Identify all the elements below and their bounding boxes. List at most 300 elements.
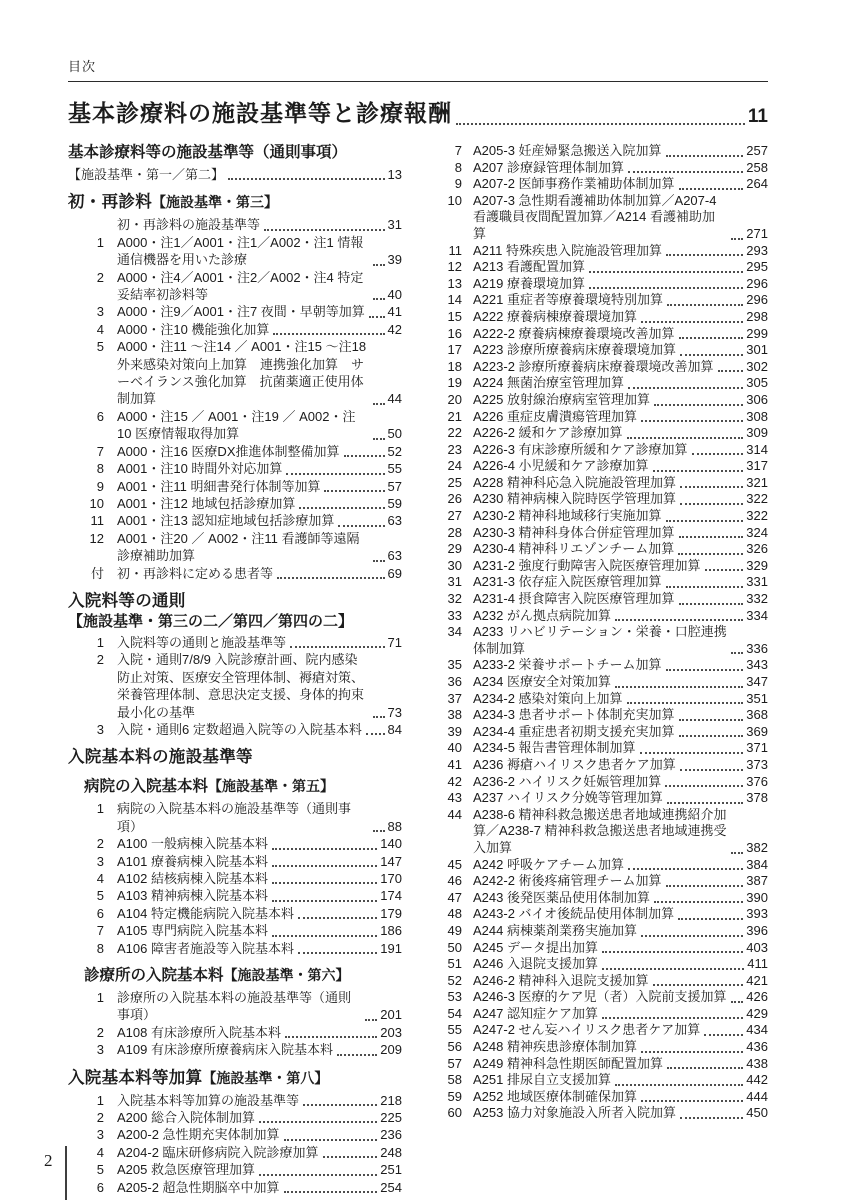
section-basis-label: 【施設基準・第三の二／第四／第四の二】: [68, 612, 354, 630]
entry-page-number: 271: [746, 225, 768, 241]
document-title: 基本診療料の施設基準等と診療報酬: [68, 100, 452, 126]
toc-entry: [446, 1039, 768, 1056]
toc-entry: [446, 1089, 768, 1106]
dot-leader: [615, 619, 743, 621]
entry-number: 7: [96, 443, 104, 459]
dot-leader: [272, 935, 377, 937]
entry-number: 22: [447, 425, 462, 441]
entry-page-number: 295: [746, 259, 768, 275]
entry-title: 病院の入院基本料の施設基準等（通則事項）: [117, 801, 352, 834]
entry-number: 39: [447, 723, 462, 739]
toc-column-left: [68, 143, 402, 1196]
toc-columns: [68, 143, 768, 1196]
entry-number: 5: [96, 888, 104, 904]
entry-number: 9: [96, 478, 104, 494]
entry-page-number: 225: [380, 1110, 402, 1126]
entry-number: 59: [447, 1088, 462, 1104]
entry-title: A233 リハビリテーション・栄養・口腔連携体制加算: [473, 624, 727, 656]
entry-title: A000・注11 ～注14 ／ A001・注15 ～注18 外来感染対策向上加算 連携強化加算 サーベイランス強化加算 抗菌薬適正使用体制加算: [117, 339, 367, 407]
entry-number: 15: [447, 308, 462, 324]
entry-title: A234 医療安全対策加算: [473, 674, 611, 689]
toc-entry: [446, 143, 768, 160]
entry-number: 53: [447, 989, 462, 1005]
toc-entry: [446, 409, 768, 426]
entry-title: A236-2 ハイリスク妊娠管理加算: [473, 773, 662, 789]
toc-entry: [446, 193, 768, 243]
entry-title: A234-3 患者サポート体制充実加算: [473, 707, 675, 723]
entry-title: A230-3 精神科身体合併症管理加算: [473, 524, 675, 540]
entry-number: 11: [90, 513, 104, 529]
entry-page-number: 434: [746, 1022, 768, 1038]
dot-leader: [338, 525, 384, 527]
entry-title: A237 ハイリスク分娩等管理加算: [473, 790, 663, 806]
entry-number: 34: [447, 624, 462, 640]
entry-page-number: 296: [746, 292, 768, 308]
entry-number: 49: [447, 922, 462, 938]
entry-number: 4: [96, 321, 104, 337]
entry-page-number: 429: [746, 1005, 768, 1021]
entry-title: 入院基本料等加算の施設基準等: [117, 1092, 300, 1108]
entry-page-number: 39: [387, 252, 402, 268]
entry-title: A223 診療所療養病床療養環境加算: [473, 342, 676, 358]
toc-entry: [68, 512, 402, 529]
dot-leader: [641, 1051, 743, 1053]
entry-page-number: 317: [746, 458, 768, 474]
entry-title: A101 療養病棟入院基本料: [117, 853, 268, 869]
entry-title: A200 総合入院体制加算: [117, 1110, 255, 1126]
dot-leader: [680, 354, 743, 356]
title-dot-leader: [456, 123, 745, 125]
toc-entry: [446, 740, 768, 757]
toc-entry: [446, 475, 768, 492]
entry-number: 51: [447, 956, 462, 972]
toc-entry: [446, 624, 768, 657]
dot-leader: [615, 686, 743, 688]
entry-title: A234-2 感染対策向上加算: [473, 690, 623, 706]
toc-entry: [446, 525, 768, 542]
entry-page-number: 442: [746, 1072, 768, 1088]
toc-entry: [446, 541, 768, 558]
dot-leader: [640, 752, 744, 754]
entry-title: A200-2 急性期充実体制加算: [117, 1127, 280, 1143]
dot-leader: [298, 952, 377, 954]
entry-number: 8: [96, 461, 104, 477]
entry-title: A001・注11 明細書発行体制等加算: [117, 478, 321, 494]
toc-entry: [446, 807, 768, 857]
entry-page-number: 63: [387, 513, 402, 529]
toc-entry: [68, 835, 402, 852]
dot-leader: [284, 1191, 378, 1193]
entry-title: A000・注10 機能強化加算: [117, 321, 270, 337]
entry-page-number: 59: [387, 495, 402, 511]
toc-entry: [446, 558, 768, 575]
entry-page-number: 450: [746, 1105, 768, 1121]
entry-page-number: 343: [746, 657, 768, 673]
dot-leader: [666, 155, 744, 157]
dot-leader: [680, 769, 744, 771]
dot-leader: [731, 652, 743, 654]
entry-number: 2: [96, 1024, 104, 1040]
entry-page-number: 140: [380, 836, 402, 852]
toc-entry: [446, 243, 768, 260]
entry-page-number: 209: [380, 1042, 402, 1058]
entry-title: A104 特定機能病院入院基本料: [117, 905, 294, 921]
toc-entry: [446, 326, 768, 343]
entry-number: 20: [447, 391, 462, 407]
entry-number: 1: [96, 1092, 104, 1108]
dot-leader: [679, 188, 744, 190]
entry-number: 6: [96, 1179, 104, 1195]
entry-number: 32: [447, 591, 462, 607]
toc-entry: [446, 691, 768, 708]
entry-title: A249 精神科急性期医師配置加算: [473, 1055, 663, 1071]
dot-leader: [641, 420, 743, 422]
entry-number: 37: [447, 690, 462, 706]
entry-title: A207-3 急性期看護補助体制加算／A207-4 看護職員夜間配置加算／A214 看護補助加算: [473, 192, 717, 241]
toc-section-heading: [68, 776, 402, 797]
entry-page-number: 396: [746, 922, 768, 938]
toc-entry: [68, 478, 402, 495]
toc-entry: [446, 956, 768, 973]
entry-number: 2: [96, 269, 104, 285]
entry-title: A226 重症皮膚潰瘍管理加算: [473, 408, 637, 424]
toc-entry: [68, 721, 402, 738]
dot-leader: [290, 646, 385, 648]
dot-leader: [273, 333, 384, 335]
dot-leader: [628, 171, 743, 173]
entry-number: 3: [96, 304, 104, 320]
toc-entry: [446, 707, 768, 724]
entry-number: 45: [447, 856, 462, 872]
toc-section-heading: [68, 965, 402, 986]
entry-page-number: 44: [387, 391, 402, 407]
dot-leader: [277, 577, 385, 579]
entry-number: 11: [448, 242, 462, 258]
entry-title: A230 精神病棟入院時医学管理加算: [473, 491, 676, 507]
toc-entry: [68, 651, 402, 721]
entry-title: A225 放射線治療病室管理加算: [473, 391, 650, 407]
toc-entry: [68, 443, 402, 460]
entry-number: 2: [96, 836, 104, 852]
toc-entry: [68, 1041, 402, 1058]
toc-entry: [68, 870, 402, 887]
toc-entry: [68, 216, 402, 233]
dot-leader: [653, 470, 744, 472]
entry-page-number: 41: [387, 304, 402, 320]
entry-number: 12: [447, 259, 462, 275]
entry-page-number: 42: [387, 321, 402, 337]
toc-section-heading: [68, 591, 402, 631]
toc-entry: [68, 408, 402, 443]
entry-page-number: 258: [746, 159, 768, 175]
entry-number: 42: [447, 773, 462, 789]
entry-page-number: 308: [746, 408, 768, 424]
entry-title: A211 特殊疾患入院施設管理加算: [473, 242, 663, 258]
dot-leader: [704, 1034, 743, 1036]
entry-number: 28: [447, 524, 462, 540]
toc-entry: [446, 342, 768, 359]
entry-page-number: 201: [380, 1007, 402, 1023]
entry-title: A231-2 強度行動障害入院医療管理加算: [473, 557, 701, 573]
dot-leader: [298, 917, 377, 919]
entry-title: A205-3 妊産婦緊急搬送入院加算: [473, 143, 662, 158]
entry-number: 16: [447, 325, 462, 341]
dot-leader: [373, 438, 385, 440]
entry-page-number: 71: [387, 634, 402, 650]
section-title: 基本診療料等の施設基準等（通則事項）: [68, 144, 348, 161]
entry-number: 60: [447, 1105, 462, 1121]
dot-leader: [679, 603, 744, 605]
entry-number: 24: [447, 458, 462, 474]
entry-title: A100 一般病棟入院基本料: [117, 836, 268, 852]
dot-leader: [602, 968, 744, 970]
toc-entry: [446, 890, 768, 907]
dot-leader: [337, 1054, 377, 1056]
entry-page-number: 384: [746, 856, 768, 872]
entry-title: A219 療養環境加算: [473, 275, 585, 291]
entry-number: 29: [447, 541, 462, 557]
toc-entry: [446, 292, 768, 309]
entry-title: A001・注20 ／ A002・注11 看護師等遠隔診療補助加算: [117, 530, 360, 564]
entry-title: A205-2 超急性期脳卒中加算: [117, 1179, 280, 1195]
entry-number: 2: [96, 1110, 104, 1126]
toc-section-heading: [68, 1068, 402, 1089]
entry-page-number: 147: [380, 853, 402, 869]
section-basis-label: 【施設基準・第五】: [208, 778, 335, 795]
entry-page-number: 331: [746, 574, 768, 590]
dot-leader: [653, 984, 744, 986]
entry-title: A251 排尿自立支援加算: [473, 1072, 611, 1088]
entry-number: 12: [89, 530, 104, 546]
entry-title: A234-4 重症患者初期支援充実加算: [473, 723, 675, 739]
entry-page-number: 63: [387, 548, 402, 564]
entry-page-number: 254: [380, 1179, 402, 1195]
entry-page-number: 371: [746, 740, 768, 756]
section-title: 入院基本料の施設基準等: [68, 748, 253, 767]
entry-number: 27: [447, 508, 462, 524]
dot-leader: [666, 885, 744, 887]
entry-number: 47: [447, 889, 462, 905]
toc-entry: [446, 674, 768, 691]
dot-leader: [365, 1019, 377, 1021]
entry-title: A231-4 摂食障害入院医療管理加算: [473, 591, 675, 607]
toc-entry: [68, 166, 402, 183]
entry-number: 38: [447, 707, 462, 723]
toc-section-heading: [68, 192, 402, 213]
entry-title: A230-4 精神科リエゾンチーム加算: [473, 541, 675, 557]
entry-title: A106 障害者施設等入院基本料: [117, 940, 294, 956]
entry-title: A233-2 栄養サポートチーム加算: [473, 657, 662, 673]
entry-number: 35: [447, 657, 462, 673]
entry-number: 8: [96, 940, 104, 956]
toc-entry: [446, 973, 768, 990]
section-title: 入院基本料等加算: [68, 1068, 203, 1087]
entry-title: 初・再診料に定める患者等: [117, 565, 274, 581]
dot-leader: [718, 370, 744, 372]
entry-title: A247-2 せん妄ハイリスク患者ケア加算: [473, 1022, 701, 1038]
entry-page-number: 251: [380, 1162, 402, 1178]
entry-number: 1: [96, 801, 104, 817]
entry-page-number: 387: [746, 873, 768, 889]
toc-entry: [446, 491, 768, 508]
entry-page-number: 411: [747, 956, 768, 972]
entry-number: 14: [447, 292, 462, 308]
dot-leader: [731, 238, 743, 240]
entry-page-number: 329: [746, 557, 768, 573]
toc-entry: [446, 392, 768, 409]
entry-page-number: 88: [387, 818, 402, 834]
toc-entry: [68, 530, 402, 565]
entry-title: A248 精神疾患診療体制加算: [473, 1039, 637, 1055]
dot-leader: [373, 403, 385, 405]
toc-entry: [68, 1092, 402, 1109]
entry-page-number: 382: [746, 839, 768, 855]
toc-entry: [68, 1109, 402, 1126]
entry-title: A102 結核病棟入院基本料: [117, 871, 268, 886]
toc-entry: [68, 303, 402, 320]
entry-page-number: 322: [746, 491, 768, 507]
dot-leader: [272, 900, 377, 902]
dot-leader: [666, 586, 744, 588]
toc-entry: [68, 1126, 402, 1143]
entry-page-number: 84: [387, 721, 402, 737]
entry-number: 1: [96, 234, 104, 250]
dot-leader: [602, 1017, 743, 1019]
entry-number: 1: [96, 990, 104, 1006]
dot-leader: [627, 702, 744, 704]
dot-leader: [641, 1100, 743, 1102]
entry-page-number: 314: [746, 441, 768, 457]
toc-entry: [68, 1144, 402, 1161]
toc-entry: [446, 906, 768, 923]
toc-entry: [68, 234, 402, 269]
entry-page-number: 393: [746, 906, 768, 922]
footer-rule: [65, 1146, 67, 1200]
toc-entry: [446, 176, 768, 193]
entry-number: 2: [96, 652, 104, 668]
entry-title: A246-2 精神科入退院支援加算: [473, 972, 649, 988]
section-title: 入院料等の通則: [68, 591, 186, 610]
toc-section-heading: [68, 143, 402, 163]
toc-section-heading: [68, 747, 402, 768]
entry-page-number: 170: [380, 871, 402, 886]
dot-leader: [666, 669, 744, 671]
entry-number: 41: [447, 756, 462, 772]
entry-page-number: 322: [746, 508, 768, 524]
entry-page-number: 438: [746, 1055, 768, 1071]
entry-page-number: 69: [387, 565, 402, 581]
entry-page-number: 57: [387, 478, 402, 494]
section-title: 病院の入院基本料: [84, 778, 209, 796]
entry-title: A109 有床診療所療養病床入院基本料: [117, 1042, 333, 1058]
entry-title: A244 病棟薬剤業務実施加算: [473, 922, 637, 938]
entry-page-number: 378: [746, 790, 768, 806]
entry-page-number: 369: [746, 723, 768, 739]
toc-entry: [446, 508, 768, 525]
dot-leader: [373, 830, 385, 832]
entry-title: A000・注15 ／ A001・注19 ／ A002・注10 医療情報取得加算: [117, 408, 356, 442]
entry-title: A238-6 精神科救急搬送患者地域連携紹介加算／A238-7 精神科救急搬送患者地域連携受入加算: [473, 806, 727, 855]
dot-leader: [641, 321, 743, 323]
entry-number: 55: [447, 1022, 462, 1038]
toc-entry: [68, 853, 402, 870]
dot-leader: [228, 178, 385, 180]
dot-leader: [628, 868, 743, 870]
entry-page-number: 326: [746, 541, 768, 557]
dot-leader: [654, 901, 743, 903]
dot-leader: [692, 453, 744, 455]
entry-number: 18: [447, 358, 462, 374]
entry-page-number: 257: [746, 143, 768, 158]
section-basis-label: 【施設基準・第三】: [152, 194, 278, 211]
entry-page-number: 31: [387, 217, 402, 233]
entry-title: A223-2 診療所療養病床療養環境改善加算: [473, 358, 714, 374]
dot-leader: [679, 719, 744, 721]
entry-number: 10: [447, 192, 462, 208]
entry-number: 3: [96, 1127, 104, 1143]
entry-number: 23: [447, 441, 462, 457]
entry-title: 入院・通則6 定数超過入院等の入院基本料: [117, 721, 362, 737]
entry-title: 【施設基準・第一／第二】: [68, 167, 225, 182]
toc-entry: [68, 940, 402, 957]
entry-page-number: 302: [746, 358, 768, 374]
entry-title: A226-3 有床診療所緩和ケア診療加算: [473, 441, 688, 457]
dot-leader: [324, 490, 384, 492]
entry-number: 30: [447, 557, 462, 573]
entry-title: A242 呼吸ケアチーム加算: [473, 856, 624, 872]
dot-leader: [369, 316, 385, 318]
entry-page-number: 293: [746, 242, 768, 258]
entry-page-number: 40: [387, 287, 402, 303]
toc-entry: [446, 657, 768, 674]
entry-number: 21: [447, 408, 462, 424]
dot-leader: [680, 1117, 743, 1119]
dot-leader: [666, 254, 743, 256]
entry-number: 5: [96, 339, 104, 355]
entry-page-number: 306: [746, 391, 768, 407]
entry-page-number: 52: [387, 443, 402, 459]
entry-page-number: 373: [746, 756, 768, 772]
dot-leader: [285, 1036, 377, 1038]
toc-entry: [446, 276, 768, 293]
document-title-row: [68, 95, 768, 128]
toc-entry: [446, 375, 768, 392]
entry-page-number: 73: [387, 704, 402, 720]
section-basis-label: 【施設基準・第八】: [202, 1069, 329, 1086]
toc-entry: [68, 905, 402, 922]
entry-page-number: 298: [746, 308, 768, 324]
entry-title: A222 療養病棟療養環境加算: [473, 308, 637, 324]
dot-leader: [678, 918, 743, 920]
entry-number: 25: [447, 474, 462, 490]
toc-entry: [446, 1072, 768, 1089]
dot-leader: [259, 1121, 377, 1123]
entry-page-number: 334: [746, 607, 768, 623]
entry-number: 10: [89, 495, 104, 511]
entry-title: A000・注16 医療DX推進体制整備加算: [117, 443, 340, 459]
dot-leader: [272, 865, 377, 867]
entry-page-number: 13: [387, 167, 402, 182]
toc-entry: [68, 634, 402, 651]
entry-number: 50: [447, 939, 462, 955]
entry-number: 19: [447, 375, 462, 391]
entry-title: A228 精神科応急入院施設管理加算: [473, 474, 676, 490]
entry-number: 3: [96, 721, 104, 737]
entry-number: 43: [447, 790, 462, 806]
entry-page-number: 50: [387, 426, 402, 442]
toc-column-right: [446, 143, 768, 1196]
entry-page-number: 351: [746, 690, 768, 706]
